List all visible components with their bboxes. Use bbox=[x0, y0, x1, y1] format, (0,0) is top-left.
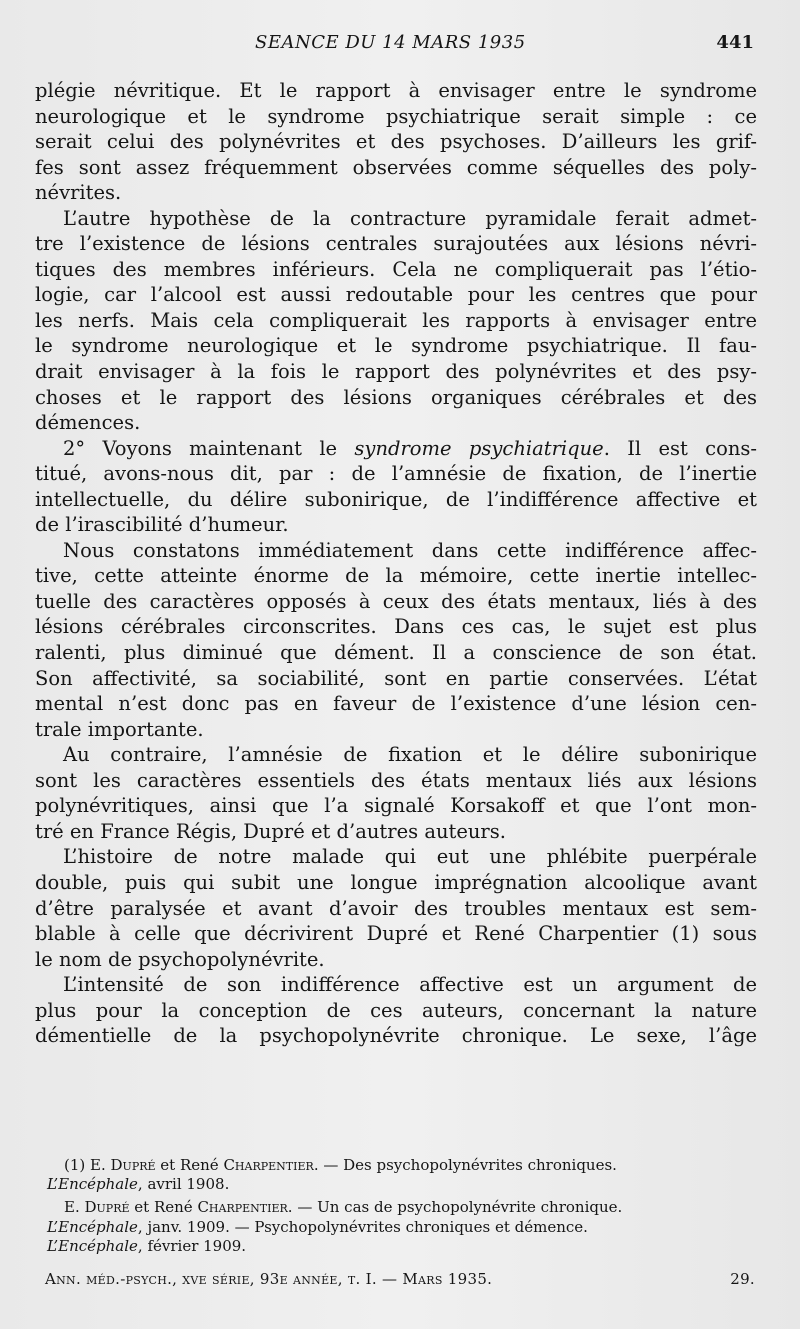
text-line: titué, avons-nous dit, par : de l’amnésie de fixation, de l’inertie bbox=[35, 462, 757, 486]
page-header bbox=[48, 30, 754, 58]
footnote-line bbox=[47, 1237, 765, 1256]
journal-title: L’Encéphale bbox=[47, 1236, 138, 1255]
footnote-text: , janv. 1909. — Psychopolynévrites chroniques et démence. bbox=[137, 1217, 588, 1236]
text-line: blable à celle que décrivirent Dupré et René Charpentier (1) sous bbox=[35, 922, 757, 946]
text-line: trale importante. bbox=[35, 717, 204, 741]
body-text bbox=[35, 78, 757, 1049]
text-line: choses et le rapport des lésions organiques cérébrales et des bbox=[35, 385, 757, 409]
footnote-text: , avril 1908. bbox=[137, 1175, 230, 1194]
journal-title: L’Encéphale bbox=[47, 1175, 138, 1194]
author-name: Charpentier bbox=[223, 1156, 314, 1174]
text-line: intellectuelle, du délire subonirique, de l’indifférence affective et bbox=[35, 487, 757, 511]
page-footer bbox=[45, 1270, 755, 1294]
footnote-text: . — Des psychopolynévrites chroniques. bbox=[313, 1156, 617, 1174]
journal-title: L’Encéphale bbox=[47, 1217, 138, 1236]
footnote-text: et René bbox=[129, 1198, 198, 1217]
text-line: d’être paralysée et avant d’avoir des troubles mentaux est sem- bbox=[35, 896, 757, 920]
author-name: Charpentier bbox=[197, 1198, 288, 1217]
running-head: SEANCE DU 14 MARS 1935 bbox=[255, 32, 526, 53]
italic-term: syndrome psychiatrique bbox=[354, 436, 604, 460]
text-line: le syndrome neurologique et le syndrome psychiatrique. Il fau- bbox=[35, 334, 757, 358]
text-line: ralenti, plus diminué que dément. Il a conscience de son état. bbox=[35, 641, 757, 665]
text-line: logie, car l’alcool est aussi redoutable pour les centres que pour bbox=[35, 283, 757, 307]
text-line: polynévritiques, ainsi que l’a signalé Korsakoff et que l’ont mon- bbox=[35, 794, 757, 818]
footnote-line bbox=[47, 1175, 765, 1194]
text-line: plus pour la conception de ces auteurs, concernant la nature bbox=[35, 998, 757, 1022]
text-line: L’intensité de son indifférence affective est un argument de bbox=[63, 973, 757, 997]
text-fragment: . Il est cons- bbox=[603, 436, 757, 460]
text-line: serait celui des polynévrites et des psychoses. D’ailleurs les grif- bbox=[35, 130, 757, 154]
journal-citation: Ann. méd.-psych., xve série, 93e année, t. I. — Mars 1935. bbox=[45, 1270, 493, 1288]
text-line: névrites. bbox=[35, 181, 122, 205]
text-line: Nous constatons immédiatement dans cette indifférence affec- bbox=[63, 538, 757, 562]
text-line: tiques des membres inférieurs. Cela ne compliquerait pas l’étio- bbox=[35, 257, 757, 281]
footnote-text: , février 1909. bbox=[137, 1236, 247, 1255]
text-line: neurologique et le syndrome psychiatrique serait simple : ce bbox=[35, 104, 757, 128]
author-name: Dupré bbox=[110, 1156, 156, 1174]
text-line: mental n’est donc pas en faveur de l’existence d’une lésion cen- bbox=[35, 692, 757, 716]
footnote-text: E. bbox=[64, 1198, 85, 1217]
text-line: double, puis qui subit une longue imprégnation alcoolique avant bbox=[35, 870, 757, 894]
text-line: sont les caractères essentiels des états mentaux liés aux lésions bbox=[35, 768, 757, 792]
author-name: Dupré bbox=[84, 1198, 130, 1217]
text-line: tive, cette atteinte énorme de la mémoire, cette inertie intellec- bbox=[35, 564, 757, 588]
text-line: L’autre hypothèse de la contracture pyramidale ferait admet- bbox=[63, 206, 757, 230]
text-line: de l’irascibilité d’humeur. bbox=[35, 513, 289, 537]
text-line: les nerfs. Mais cela compliquerait les rapports à envisager entre bbox=[35, 308, 757, 332]
footnote-line bbox=[47, 1218, 765, 1237]
text-line: tré en France Régis, Dupré et d’autres auteurs. bbox=[35, 819, 506, 843]
page-number: 441 bbox=[716, 32, 754, 53]
text-line: L’histoire de notre malade qui eut une phlébite puerpérale bbox=[63, 845, 757, 869]
text-line: démences. bbox=[35, 411, 141, 435]
text-line: Au contraire, l’amnésie de fixation et le délire subonirique bbox=[63, 743, 757, 767]
text-line: plégie névritique. Et le rapport à envisager entre le syndrome bbox=[35, 79, 757, 102]
text-line: le nom de psychopolynévrite. bbox=[35, 947, 325, 971]
text-fragment: 2° Voyons maintenant le bbox=[63, 436, 355, 460]
text-line: démentielle de la psychopolynévrite chronique. Le sexe, l’âge bbox=[35, 1024, 757, 1048]
footnote-text: . — Un cas de psychopolynévrite chronique. bbox=[287, 1198, 623, 1217]
footnote-text: (1) E. bbox=[64, 1156, 111, 1174]
text-line bbox=[35, 436, 757, 462]
signature-mark: 29. bbox=[730, 1270, 755, 1288]
text-line: Son affectivité, sa sociabilité, sont en partie conservées. L’état bbox=[35, 666, 757, 690]
text-line: tuelle des caractères opposés à ceux des états mentaux, liés à des bbox=[35, 589, 757, 613]
footnote-line bbox=[47, 1198, 765, 1217]
footnote-text: et René bbox=[155, 1156, 224, 1174]
text-line: drait envisager à la fois le rapport des polynévrites et des psy- bbox=[35, 360, 757, 384]
text-line: lésions cérébrales circonscrites. Dans ces cas, le sujet est plus bbox=[35, 615, 757, 639]
footnote-line bbox=[47, 1156, 765, 1175]
text-line: tre l’existence de lésions centrales surajoutées aux lésions névri- bbox=[35, 232, 757, 256]
text-line: fes sont assez fréquemment observées comme séquelles des poly- bbox=[35, 155, 757, 179]
footnotes bbox=[47, 1156, 765, 1256]
